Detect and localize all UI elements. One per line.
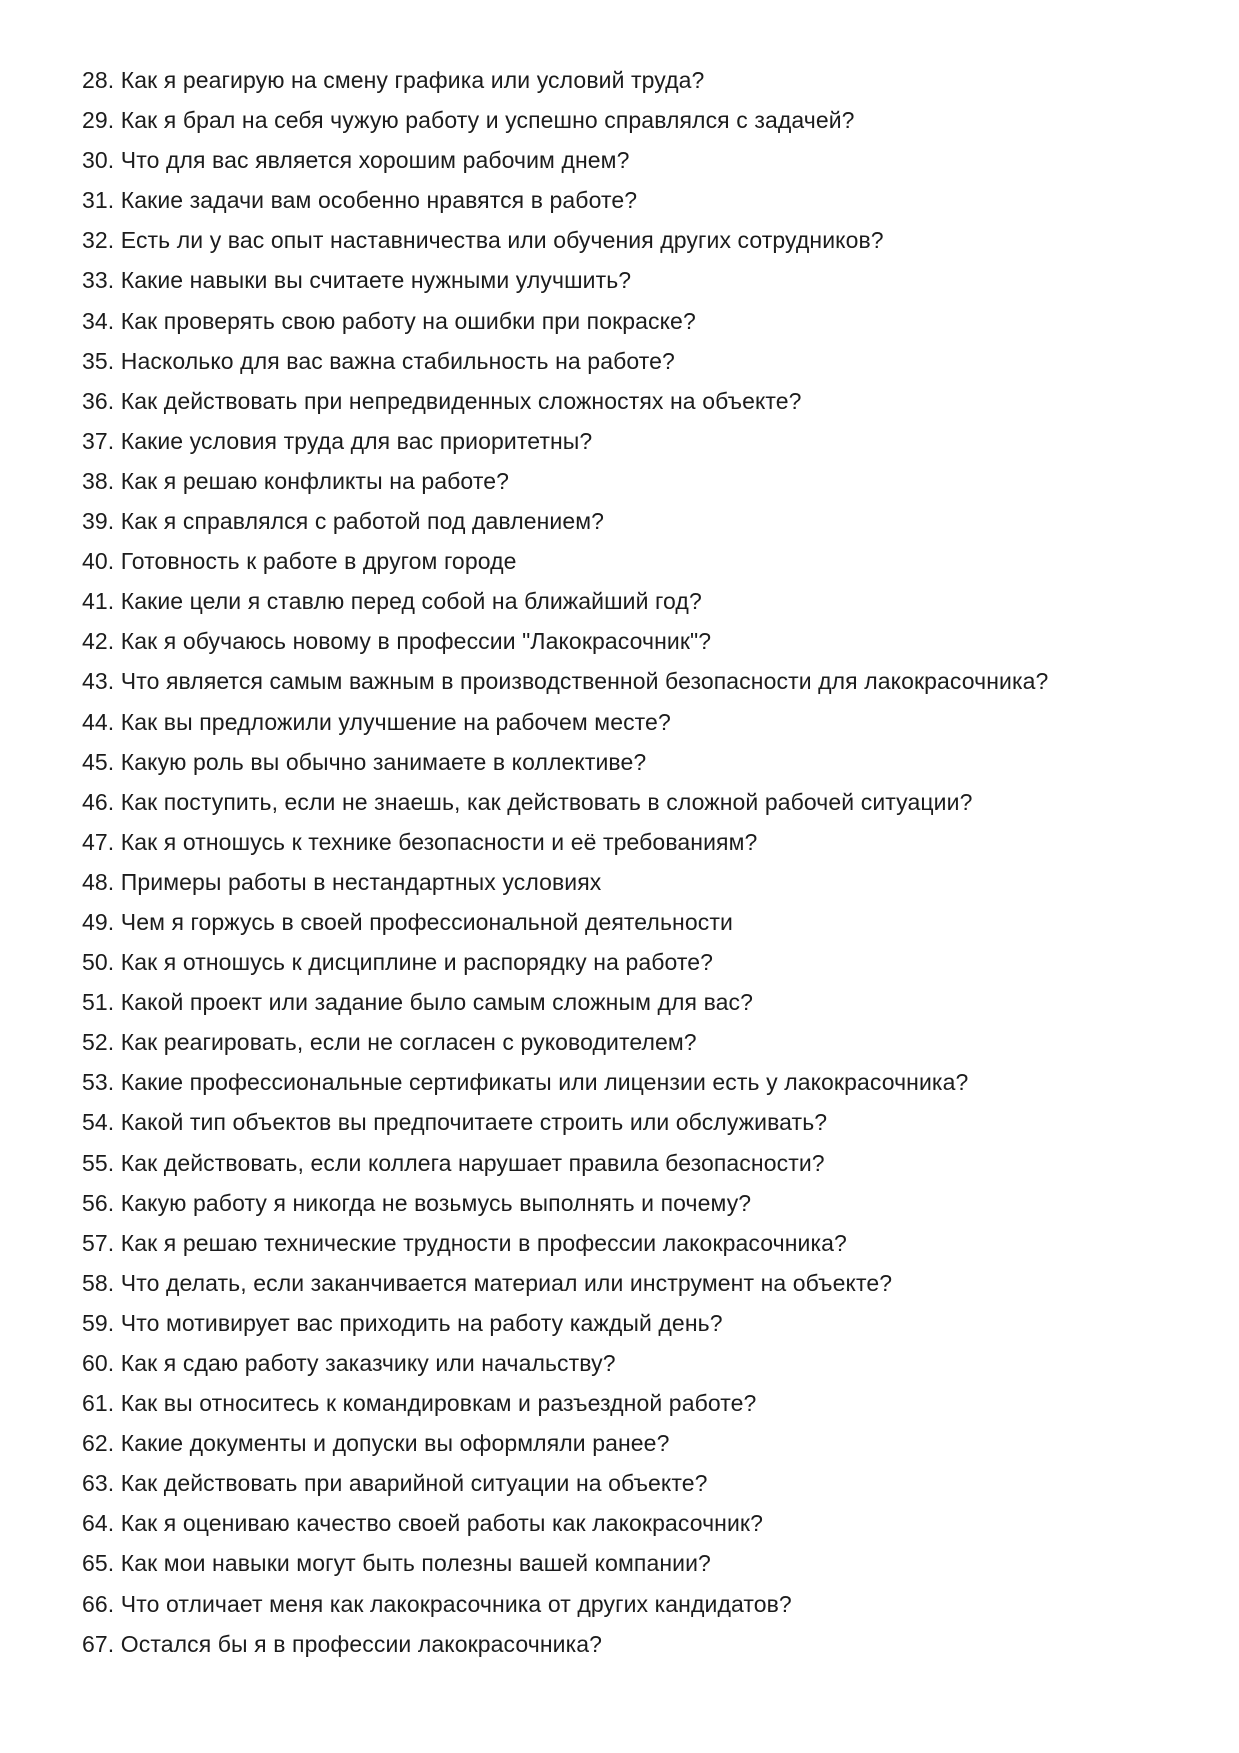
question-item: 29. Как я брал на себя чужую работу и успешно справлялся с задачей? <box>82 107 855 134</box>
question-item: 36. Как действовать при непредвиденных сложностях на объекте? <box>82 387 802 414</box>
question-item: 39. Как я справлялся с работой под давлением? <box>82 508 605 535</box>
question-item: 67. Остался бы я в профессии лакокрасочника? <box>82 1630 603 1657</box>
question-item: 63. Как действовать при аварийной ситуации на объекте? <box>82 1470 708 1497</box>
question-item: 65. Как мои навыки могут быть полезны вашей компании? <box>82 1550 711 1577</box>
question-item: 30. Что для вас является хорошим рабочим днем? <box>82 147 630 174</box>
question-item: 61. Как вы относитесь к командировкам и разъездной работе? <box>82 1390 757 1417</box>
question-item: 35. Насколько для вас важна стабильность на работе? <box>82 347 675 374</box>
question-item: 54. Какой тип объектов вы предпочитаете строить или обслуживать? <box>82 1109 828 1136</box>
question-item: 43. Что является самым важным в производственной безопасности для лакокрасочника? <box>82 668 1049 695</box>
question-item: 64. Как я оцениваю качество своей работы как лакокрасочник? <box>82 1510 763 1537</box>
question-item: 31. Какие задачи вам особенно нравятся в работе? <box>82 187 638 214</box>
question-item: 40. Готовность к работе в другом городе <box>82 548 517 575</box>
question-item: 42. Как я обучаюсь новому в профессии "Лакокрасочник"? <box>82 628 712 655</box>
question-item: 38. Как я решаю конфликты на работе? <box>82 467 509 494</box>
question-item: 32. Есть ли у вас опыт наставничества или обучения других сотрудников? <box>82 227 884 254</box>
question-item: 46. Как поступить, если не знаешь, как действовать в сложной рабочей ситуации? <box>82 788 973 815</box>
question-item: 45. Какую роль вы обычно занимаете в коллективе? <box>82 748 647 775</box>
question-item: 53. Какие профессиональные сертификаты или лицензии есть у лакокрасочника? <box>82 1069 969 1096</box>
question-item: 49. Чем я горжусь в своей профессиональной деятельности <box>82 908 733 935</box>
question-item: 52. Как реагировать, если не согласен с руководителем? <box>82 1029 697 1056</box>
question-item: 44. Как вы предложили улучшение на рабочем месте? <box>82 708 671 735</box>
question-item: 47. Как я отношусь к технике безопасности и её требованиям? <box>82 828 758 855</box>
question-item: 48. Примеры работы в нестандартных условиях <box>82 868 602 895</box>
question-item: 51. Какой проект или задание было самым сложным для вас? <box>82 989 754 1016</box>
question-item: 41. Какие цели я ставлю перед собой на ближайший год? <box>82 588 702 615</box>
question-item: 37. Какие условия труда для вас приоритетны? <box>82 427 593 454</box>
question-item: 66. Что отличает меня как лакокрасочника от других кандидатов? <box>82 1590 792 1617</box>
question-list <box>82 60 1182 1664</box>
question-item: 33. Какие навыки вы считаете нужными улучшить? <box>82 267 632 294</box>
question-item: 28. Как я реагирую на смену графика или условий труда? <box>82 67 705 93</box>
question-item: 34. Как проверять свою работу на ошибки при покраске? <box>82 307 696 334</box>
question-item: 59. Что мотивирует вас приходить на работу каждый день? <box>82 1309 723 1336</box>
question-item: 58. Что делать, если заканчивается материал или инструмент на объекте? <box>82 1269 893 1296</box>
question-item: 60. Как я сдаю работу заказчику или начальству? <box>82 1350 616 1376</box>
question-item: 62. Какие документы и допуски вы оформляли ранее? <box>82 1430 670 1457</box>
question-item: 55. Как действовать, если коллега нарушает правила безопасности? <box>82 1149 825 1176</box>
question-item: 56. Какую работу я никогда не возьмусь выполнять и почему? <box>82 1189 752 1216</box>
question-item: 50. Как я отношусь к дисциплине и распорядку на работе? <box>82 949 714 976</box>
question-item: 57. Как я решаю технические трудности в профессии лакокрасочника? <box>82 1229 847 1256</box>
